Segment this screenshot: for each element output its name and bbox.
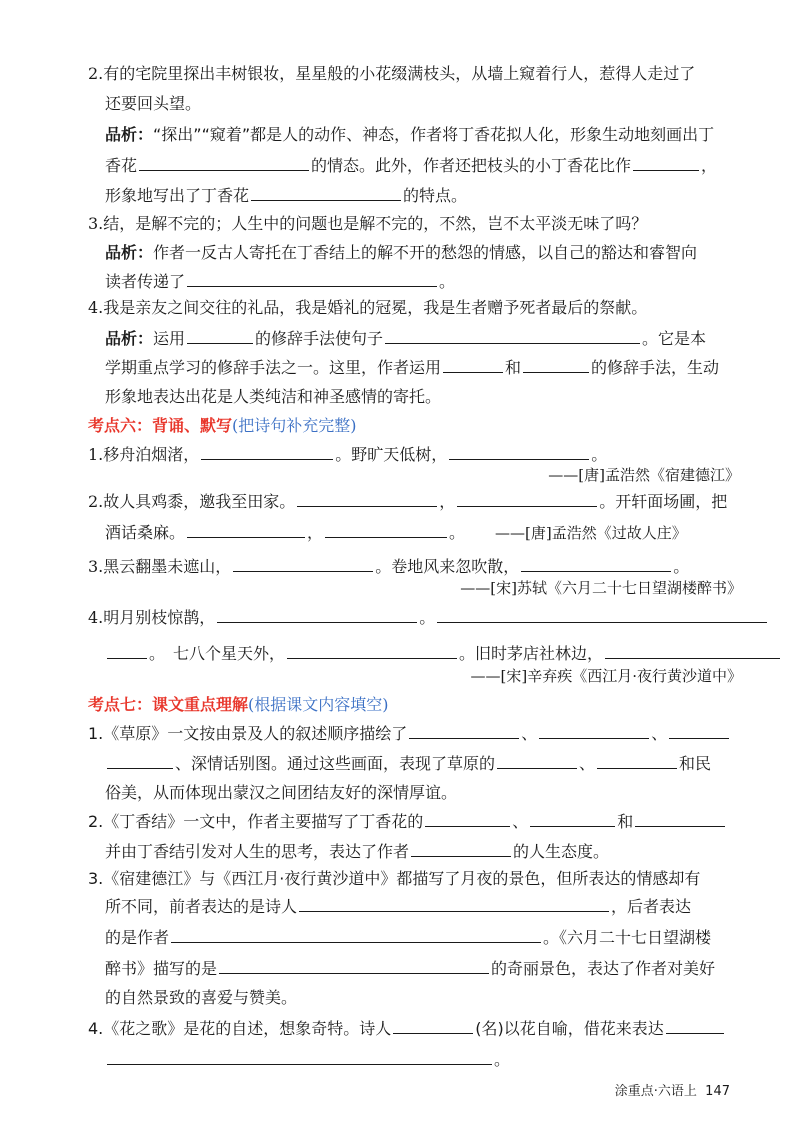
blank[interactable] [297, 490, 437, 507]
blank[interactable] [539, 722, 649, 739]
poem-text: 4.明月别枝惊鹊， [88, 608, 216, 627]
sec7-q1-a [88, 722, 800, 746]
question-text: 4.《花之歌》是花的自述，想象奇特。诗人 [88, 1019, 392, 1038]
question-text: 。 [494, 1050, 511, 1069]
sec6-p1-source [548, 463, 740, 487]
question-text: 、 [521, 724, 538, 743]
q3-analysis-a [105, 241, 800, 265]
sec7-q3-e [105, 986, 800, 1010]
poem-text: 。 七八个星天外， [149, 644, 286, 663]
section-title: 考点六：背诵、默写 [88, 416, 233, 435]
poem-text: ， [307, 523, 324, 542]
poem-source: ——[宋]辛弃疾《西江月·夜行黄沙道中》 [470, 667, 742, 685]
sec7-q2-a [88, 810, 800, 834]
page-number: 147 [705, 1084, 730, 1099]
question-text: 和 [617, 812, 634, 831]
analysis-text: 。它是本 [642, 329, 707, 348]
blank[interactable] [393, 1017, 473, 1034]
q2-analysis-c [105, 184, 800, 208]
analysis-text: 作者一反古人寄托在丁香结上的解不开的愁怨的情感，以自己的豁达和睿智向 [153, 243, 698, 262]
analysis-text: ， [701, 156, 718, 175]
question-text: 醉书》描写的是 [105, 959, 218, 978]
sec6-p4-source [471, 664, 742, 688]
blank[interactable] [187, 327, 253, 344]
question-text: ，后者表达 [611, 897, 692, 916]
question-text: 的自然景致的喜爱与赞美。 [105, 988, 298, 1007]
blank[interactable] [523, 356, 589, 373]
poem-text: 。开轩面场圃，把 [599, 492, 728, 511]
question-text: 1.《草原》一文按由景及人的叙述顺序描绘了 [88, 724, 408, 743]
poem-text: 。 [419, 608, 436, 627]
sec6-p3-source [460, 576, 742, 600]
poem-text: 。 [449, 523, 466, 542]
sec7-q3-b [105, 895, 800, 919]
sec6-p2 [88, 490, 800, 514]
blank[interactable] [385, 327, 640, 344]
poem-source: ——[宋]苏轼《六月二十七日望湖楼醉书》 [460, 579, 742, 597]
blank[interactable] [219, 957, 489, 974]
blank[interactable] [457, 490, 597, 507]
analysis-text: 的特点。 [403, 186, 468, 205]
blank[interactable] [669, 722, 729, 739]
blank[interactable] [449, 443, 589, 460]
poem-source: ——[唐]孟浩然《宿建德江》 [548, 466, 740, 484]
blank[interactable] [107, 752, 173, 769]
question-text: 俗美，从而体现出蒙汉之间团结友好的深情厚谊。 [105, 783, 458, 802]
blank[interactable] [187, 521, 305, 538]
sec7-q1-c [105, 781, 800, 805]
blank[interactable] [287, 642, 457, 659]
sec7-q2-b [105, 840, 800, 864]
poem-text: 。野旷天低树， [335, 445, 448, 464]
blank[interactable] [411, 840, 511, 857]
analysis-text: 运用 [153, 329, 186, 348]
q2-text2: 还要回头望。 [105, 94, 202, 113]
page-footer [615, 1080, 730, 1099]
poem-text: 1.移舟泊烟渚， [88, 445, 200, 464]
blank[interactable] [171, 926, 541, 943]
q4-line1 [88, 296, 800, 320]
question-text: 。《六月二十七日望湖楼 [543, 928, 712, 947]
blank[interactable] [139, 154, 309, 171]
analysis-text: 的修辞手法，生动 [591, 358, 720, 377]
question-text: 3.《宿建德江》与《西江月·夜行黄沙道中》都描写了月夜的景色，但所表达的情感却有 [88, 869, 701, 888]
sec7-q4-a [88, 1017, 800, 1041]
analysis-text: 香花 [105, 156, 138, 175]
poem-text: 。旧时茅店社林边， [459, 644, 604, 663]
blank[interactable] [530, 810, 615, 827]
poem-text: 。卷地风来忽吹散， [375, 557, 520, 576]
blank[interactable] [635, 810, 725, 827]
poem-text: 。 [591, 445, 608, 464]
section-note: (根据课文内容填空) [248, 695, 389, 714]
sec7-q3-d [105, 957, 800, 981]
analysis-label: 品析： [105, 243, 154, 262]
analysis-text: 的修辞手法使句子 [255, 329, 384, 348]
blank[interactable] [325, 521, 447, 538]
q2-line1 [88, 62, 800, 86]
q2-analysis-b [105, 154, 800, 178]
analysis-label: 品析： [105, 125, 154, 144]
q4-text: 4.我是亲友之间交往的礼品，我是婚礼的冠冕，我是生者赠予死者最后的祭献。 [88, 298, 648, 317]
blank[interactable] [497, 752, 577, 769]
poem-text: 2.故人具鸡黍，邀我至田家。 [88, 492, 296, 511]
section-note: (把诗句补充完整) [232, 416, 357, 435]
blank[interactable] [605, 642, 780, 659]
sec6-p4b [105, 642, 800, 666]
blank[interactable] [666, 1017, 724, 1034]
analysis-text: 读者传递了 [105, 272, 186, 291]
question-text: 的是作者 [105, 928, 170, 947]
q4-analysis-c [105, 385, 800, 409]
blank[interactable] [201, 443, 333, 460]
sec7-q1-b [105, 752, 800, 776]
analysis-text: “探出”“窥着”都是人的动作、神态，作者将丁香花拟人化，形象生动地刻画出丁 [153, 125, 715, 144]
q4-analysis-a [105, 327, 800, 351]
section6-heading [88, 414, 800, 438]
poem-source: ——[唐]孟浩然《过故人庄》 [495, 524, 687, 542]
blank[interactable] [409, 722, 519, 739]
question-text: 的奇丽景色，表达了作者对美好 [491, 959, 716, 978]
blank[interactable] [251, 184, 401, 201]
question-text: 、深情话别图。通过这些画面，表现了草原的 [175, 754, 496, 773]
question-text: 、 [651, 724, 668, 743]
poem-text: 。 [673, 557, 690, 576]
question-text: 的人生态度。 [513, 842, 610, 861]
blank[interactable] [437, 606, 767, 623]
blank[interactable] [521, 555, 671, 572]
blank[interactable] [299, 895, 609, 912]
poem-text: ， [439, 492, 456, 511]
blank[interactable] [633, 154, 699, 171]
q2-line2 [105, 92, 800, 116]
section7-heading [88, 693, 800, 717]
analysis-text: 和 [505, 358, 522, 377]
q2-analysis-a [105, 123, 800, 147]
analysis-text: 学期重点学习的修辞手法之一。这里，作者运用 [105, 358, 442, 377]
q3-analysis-b [105, 270, 800, 294]
blank[interactable] [425, 810, 510, 827]
q3-line1 [88, 212, 800, 236]
blank[interactable] [233, 555, 373, 572]
sec6-p4 [88, 606, 800, 630]
analysis-label: 品析： [105, 329, 154, 348]
question-text: 所不同，前者表达的是诗人 [105, 897, 298, 916]
q2-text: 2.有的宅院里探出丰树银妆，星星般的小花缀满枝头，从墙上窥着行人，惹得人走过了 [88, 64, 696, 83]
book-title: 涂重点·六语上 [614, 1084, 697, 1099]
analysis-text: 形象地表达出花是人类纯洁和神圣感情的寄托。 [105, 387, 442, 406]
blank[interactable] [107, 1048, 492, 1065]
question-text: 和民 [679, 754, 712, 773]
q3-text: 3.结，是解不完的；人生中的问题也是解不完的，不然，岂不太平淡无味了吗？ [88, 214, 648, 233]
question-text: 2.《丁香结》一文中，作者主要描写了丁香花的 [88, 812, 424, 831]
analysis-text: 的情态。此外，作者还把枝头的小丁香花比作 [311, 156, 632, 175]
poem-text: 酒话桑麻。 [105, 523, 186, 542]
poem-text: 3.黑云翻墨未遮山， [88, 557, 232, 576]
question-text: 并由丁香结引发对人生的思考，表达了作者 [105, 842, 410, 861]
q4-analysis-b [105, 356, 800, 380]
question-text: 、 [579, 754, 596, 773]
sec7-q3-a [88, 867, 800, 891]
blank[interactable] [107, 642, 147, 659]
analysis-text: 形象地写出了丁香花 [105, 186, 250, 205]
section-title: 考点七：课文重点理解 [88, 695, 249, 714]
blank[interactable] [597, 752, 677, 769]
blank[interactable] [187, 270, 437, 287]
sec6-p2b [105, 521, 800, 545]
sec7-q3-c [105, 926, 800, 950]
blank[interactable] [443, 356, 503, 373]
question-text: 、 [512, 812, 529, 831]
blank[interactable] [217, 606, 417, 623]
question-text: (名)以花自喻，借花来表达 [475, 1019, 664, 1038]
analysis-text: 。 [439, 272, 456, 291]
sec7-q4-b [105, 1048, 800, 1072]
